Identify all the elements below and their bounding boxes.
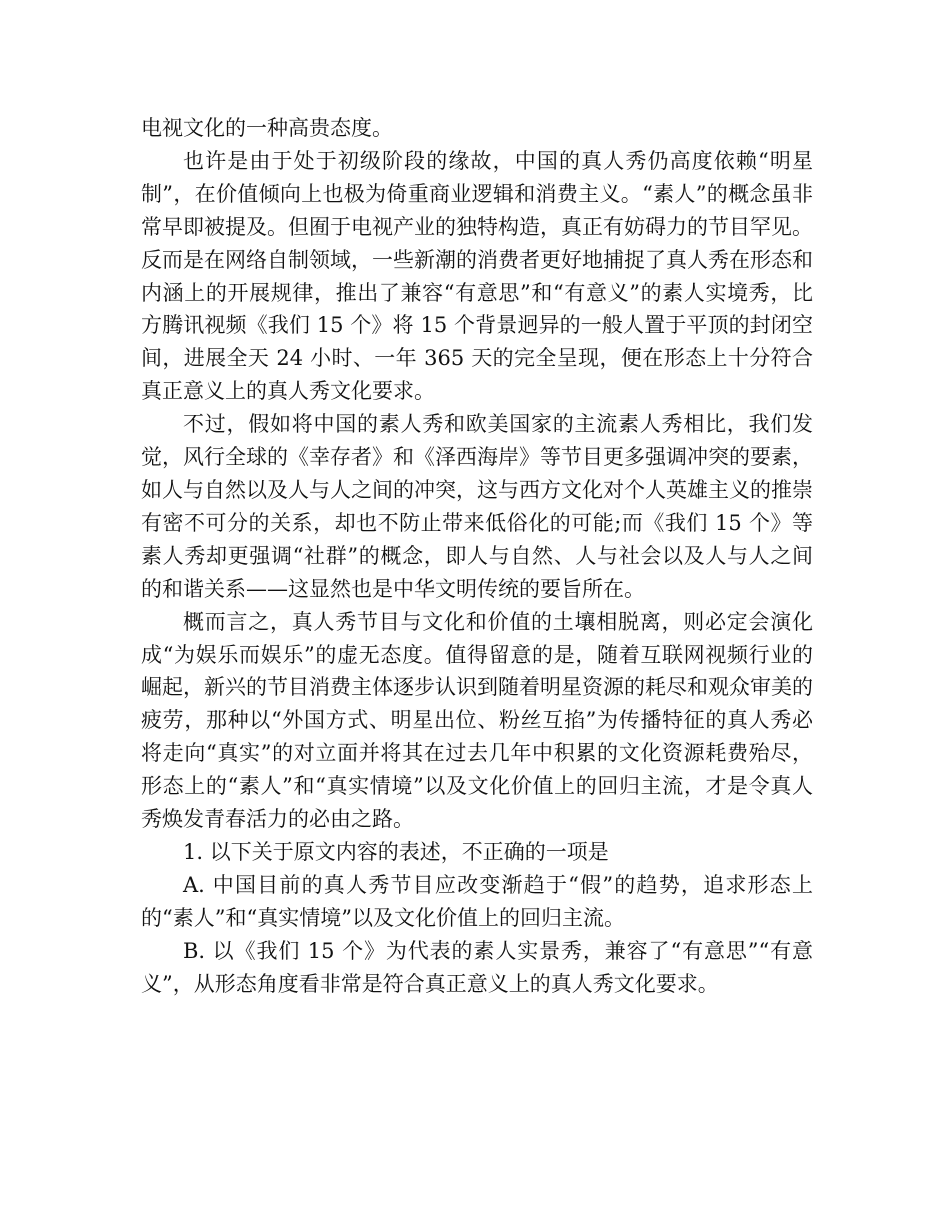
option-a: A. 中国目前的真人秀节目应改变渐趋于“假”的趋势，追求形态上的“素人”和“真实情境”以及文化价值上的回归主流。 xyxy=(141,872,813,930)
paragraph-continuation: 电视文化的一种高贵态度。 xyxy=(141,116,393,140)
question-1: 1. 以下关于原文内容的表述，不正确的一项是 xyxy=(183,839,609,864)
paragraph-conclusion: 概而言之，真人秀节目与文化和价值的土壤相脱离，则必定会演化成“为娱乐而娱乐”的虚无态度。值得留意的是，随着互联网视频行业的崛起，新兴的节目消费主体逐步认识到随着明星资源的耗尽和观众审美的疲劳，那种以“外国方式、明星出位、粉丝互掐”为传播特征的真人秀必将走向“真实”的对立面并将其在过去几年中积累的文化资源耗费殆尽，形态上的“素人”和“真实情境”以及文化价值上的回归主流，才是令真人秀焕发青春活力的必由之路。 xyxy=(141,609,813,832)
document-page xyxy=(141,112,813,1000)
paragraph-star-system: 也许是由于处于初级阶段的缘故，中国的真人秀仍高度依赖“明星制”，在价值倾向上也极为倚重商业逻辑和消费主义。“素人”的概念虽非常早即被提及。但囿于电视产业的独特构造，真正有妨碍力的节目罕见。反而是在网络自制领域，一些新潮的消费者更好地捕捉了真人秀在形态和内涵上的开展规律，推出了兼容“有意思”和“有意义”的素人实境秀，比方腾讯视频《我们 15 个》将 15 个背景迥异的一般人置于平顶的封闭空间，进展全天 24 小时、一年 365 天的完全呈现，便在形态上十分符合真正意义上的真人秀文化要求。 xyxy=(141,148,813,404)
paragraph-comparison: 不过，假如将中国的素人秀和欧美国家的主流素人秀相比，我们发觉，风行全球的《幸存者》和《泽西海岸》等节目更多强调冲突的要素，如人与自然以及人与人之间的冲突，这与西方文化对个人英雄主义的推崇有密不可分的关系，却也不防止带来低俗化的可能;而《我们 15 个》等素人秀却更强调“社群”的概念，即人与自然、人与社会以及人与人之间的和谐关系——这显然也是中华文明传统的要旨所在。 xyxy=(141,412,813,601)
option-b: B. 以《我们 15 个》为代表的素人实景秀，兼容了“有意思”“有意义”，从形态角度看非常是符合真正意义上的真人秀文化要求。 xyxy=(141,938,813,996)
